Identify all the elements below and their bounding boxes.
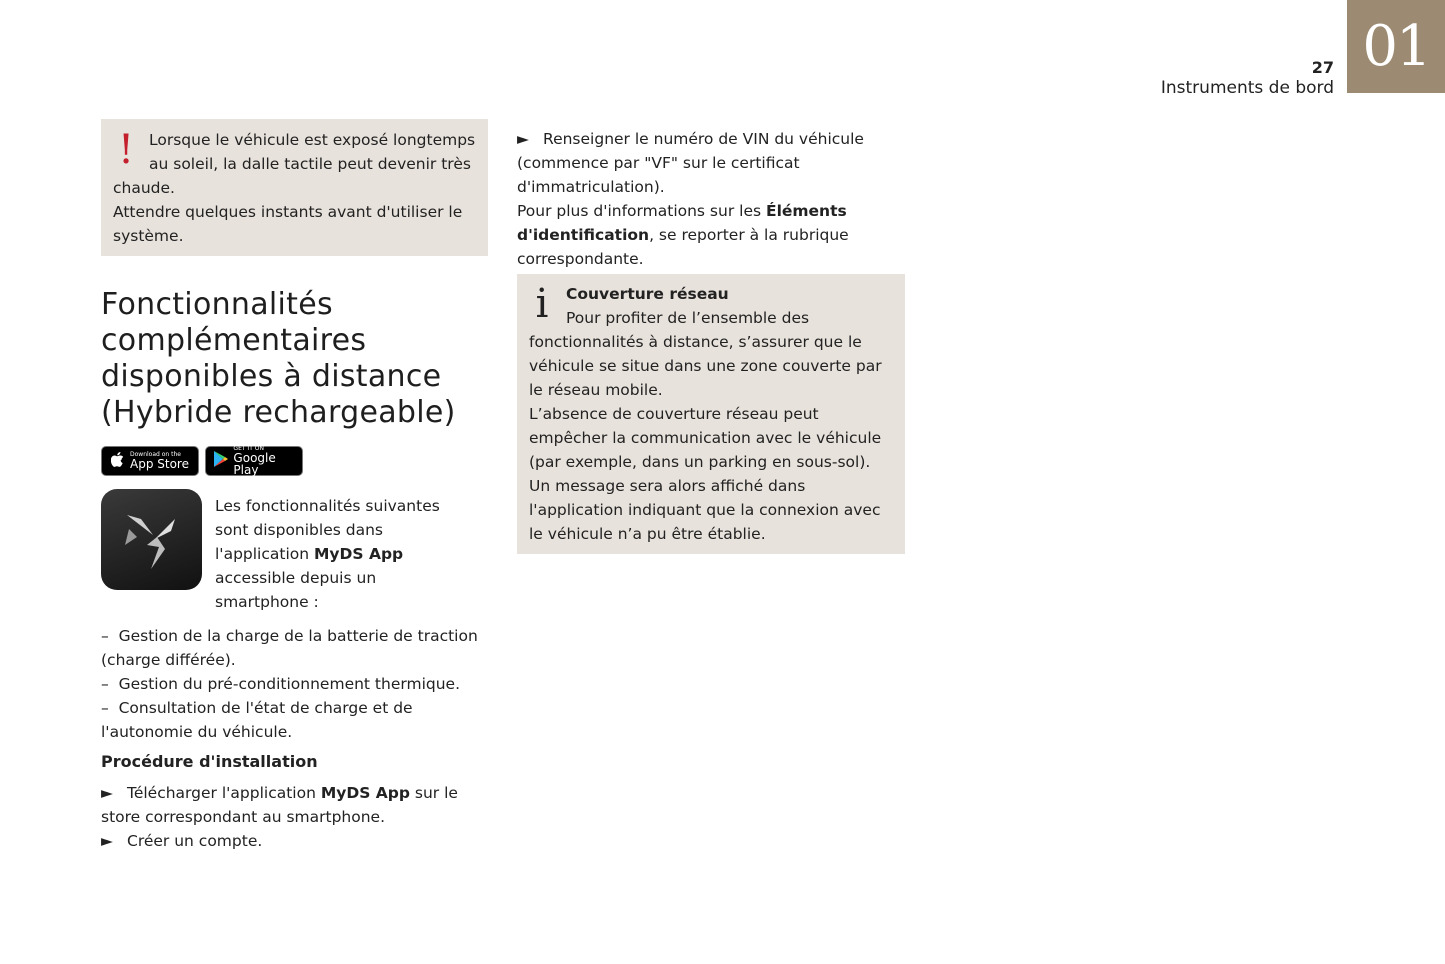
- reference-text-end: , se reporter à la rubrique correspondante.: [517, 226, 849, 268]
- procedure-step: [101, 781, 481, 829]
- warning-text: Lorsque le véhicule est exposé longtemps au soleil, la dalle tactile peut devenir très chaude.: [113, 131, 476, 197]
- chapter-number: 01: [1362, 14, 1430, 79]
- app-desc-text: Les fonctionnalités suivantes sont disponibles dans l'application: [215, 497, 440, 563]
- step-text: Créer un compte.: [127, 832, 263, 850]
- procedure-step: [101, 829, 481, 853]
- step-text-end: sur le store correspondant au smartphone.: [101, 784, 458, 826]
- info-box: [517, 274, 905, 554]
- arrow-icon: ►: [517, 130, 529, 148]
- reference-text-start: Pour plus d'informations sur les: [517, 202, 766, 220]
- info-text: Pour profiter de l’ensemble des fonctionnalités à distance, s’assurer que le véhicule se situe dans une zone couverte par le réseau mobile.: [529, 309, 882, 399]
- app-name: MyDS App: [320, 784, 410, 802]
- chapter-tab: [1347, 0, 1445, 93]
- page-number: 27: [1311, 58, 1334, 77]
- step-text: Renseigner le numéro de VIN du véhicule (commence par "VF" sur le certificat d'immatriculation).: [517, 130, 864, 196]
- app-store-badge[interactable]: [101, 446, 199, 476]
- right-column: [517, 127, 907, 271]
- feature-text: Consultation de l'état de charge et de l'autonomie du véhicule.: [101, 699, 413, 741]
- feature-item: – Gestion de la charge de la batterie de traction (charge différée).: [101, 627, 478, 669]
- reference-text: [517, 199, 907, 271]
- feature-item: – Consultation de l'état de charge et de l'autonomie du véhicule.: [101, 699, 413, 741]
- feature-text: Gestion du pré-conditionnement thermique.: [118, 675, 460, 693]
- reference-link-text: Éléments d'identification: [517, 202, 847, 244]
- app-name: MyDS App: [314, 545, 404, 563]
- page-header: [1161, 58, 1334, 98]
- procedure-step: [517, 127, 907, 199]
- arrow-icon: ►: [101, 784, 113, 802]
- left-column: [101, 624, 481, 853]
- procedure-heading: Procédure d'installation: [101, 752, 318, 771]
- apple-icon: [109, 452, 125, 471]
- section-heading: Fonctionnalités complémentaires disponibles à distance (Hybride rechargeable): [101, 287, 456, 430]
- info-text-2: L’absence de couverture réseau peut empêcher la communication avec le véhicule (par exemple, dans un parking en sous-sol). Un message sera alors affiché dans l'application indiquant que la connexion avec le véhicule n’a pu être établie.: [529, 405, 882, 543]
- store-badges: [101, 446, 303, 476]
- feature-item: – Gestion du pré-conditionnement thermique.: [101, 675, 460, 693]
- info-title: Couverture réseau: [566, 285, 729, 303]
- info-icon: i: [535, 281, 549, 327]
- arrow-icon: ►: [101, 832, 113, 850]
- section-title: Instruments de bord: [1160, 78, 1334, 98]
- app-description: [215, 494, 445, 614]
- google-play-text: Google Play: [233, 451, 276, 477]
- myds-app-icon: [101, 489, 202, 590]
- warning-box: [101, 119, 488, 256]
- warning-text-2: Attendre quelques instants avant d'utiliser le système.: [113, 203, 463, 245]
- google-play-small-text: GET IT ON: [233, 445, 264, 452]
- feature-text: Gestion de la charge de la batterie de traction (charge différée).: [101, 627, 478, 669]
- play-icon: [213, 451, 228, 471]
- step-text: Télécharger l'application: [127, 784, 321, 802]
- app-store-text: App Store: [130, 457, 189, 471]
- exclamation-icon: !: [117, 127, 135, 173]
- app-desc-text-end: accessible depuis un smartphone :: [215, 569, 377, 611]
- google-play-badge[interactable]: [205, 446, 303, 476]
- app-store-small-text: Download on the: [130, 451, 181, 458]
